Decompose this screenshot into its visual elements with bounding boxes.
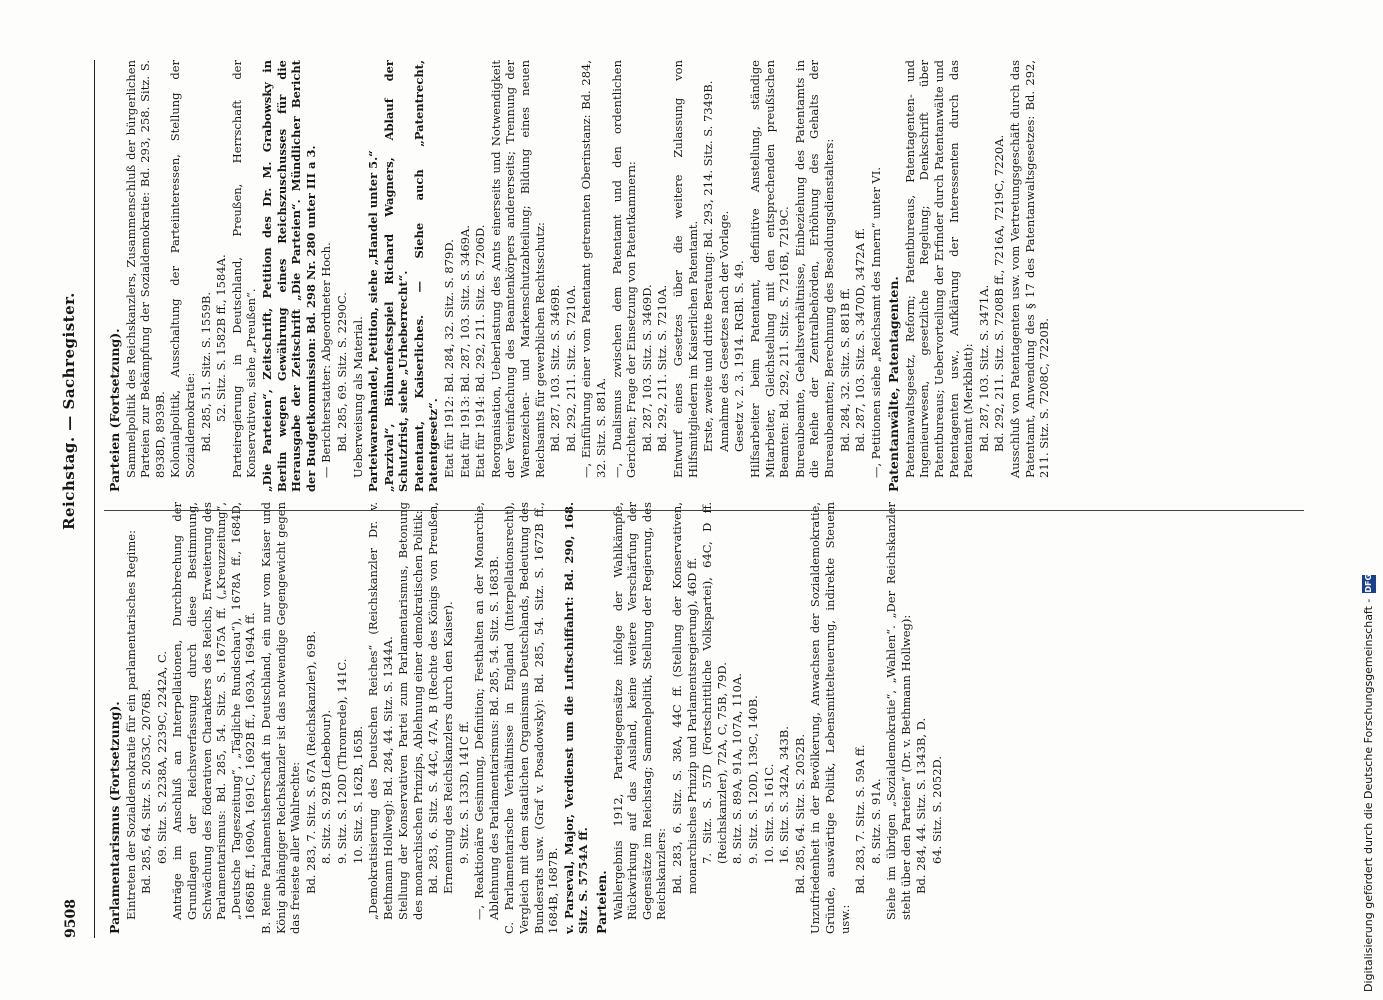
index-entry: v. Parseval, Major, Verdienst um die Luftschiffahrt: Bd. 290, 168. Sitz. S. 5754A ff. [561,502,591,934]
index-entry: B. Reine Parlamentsherrschaft in Deutschland, ein nur vom Kaiser und König abhängiger Reichskanzler ist das notwendige Gegengewicht gegen das freieste aller Wahlrechte: [258,502,303,934]
index-entry: 10. Sitz. S. 161C. [761,763,776,864]
index-entry: —, Petitionen siehe „Reichsamt des Innern“ unter VI. [868,167,883,478]
index-entry: Parteiregierung in Deutschland, Preußen, Herrschaft der Konservativen, siehe „Preußen“. [229,60,259,478]
index-entry: Bureaubeamte, Gehaltsverhältnisse, Einbeziehung des Patentamts in die Reihe der Zentralbehörden, Erhöhung des Gehalts der Bureaubeamten; Berechnung des Besoldungsdienstalters: [792,60,836,478]
section-heading: Parteien. [594,870,609,934]
index-entry: Etat für 1913: Bd. 287, 103. Sitz. S. 3469A. [457,225,472,478]
index-entry: Bd. 283, 6. Sitz. S. 38A, 44C ff. (Stellung der Konservativen, monarchisches Prinzip und Parlamentsregierung), 46D ff. [669,502,699,894]
left-column [104,502,1304,934]
index-entry: Etat für 1912: Bd. 284, 32. Sitz. S. 879D. [442,239,457,478]
index-entry: Entwurf eines Gesetzes über die weitere Zulassung von Hilfsmitgliedern im Kaiserlichen Patentamt. [670,60,700,478]
index-entry: Reorganisation, Ueberlastung des Amts einerseits und Notwendigkeit der Vereinfachung des Beamtenkörpers andererseits; Trennung der Warenzeichen- und Markenschutzabteilung; Bildung eines neuen Reichsamts für gewerblichen Rechtsschutz: [488,60,547,478]
index-entry: Bd. 284, 44. Sitz. S. 1343B, D. [914,717,929,894]
index-entry: Patentamt, Kaiserliches. — Siehe auch „Patentrecht, Patentgesetz“. [411,60,441,492]
index-entry: — Berichterstatter: Abgeordneter Hoch. [319,242,334,478]
index-entry: Bd. 287, 103. Sitz. S. 3471A. [976,284,991,452]
dfg-logo: DFG [1362,575,1376,593]
index-entry: Bd. 283, 6. Sitz. S. 44C, 47A, B (Rechte des Königs von Preußen, Ernennung des Reichskanzlers durch den Kaiser). [426,502,456,894]
index-entry: Bd. 284, 32. Sitz. S. 881B ff. [837,287,852,452]
index-entry: Sammelpolitik des Reichskanzlers, Zusammenschluß der bürgerlichen Parteien zur Bekämpfung der Sozialdemokratie: Bd. 293, 258. Sitz. S. 8938D, 8939B. [123,60,167,478]
right-column [104,60,1304,492]
index-entry: Bd. 287, 103. Sitz. S. 3470D, 3472A ff. [853,227,868,452]
index-entry: Stellung der Konservativen Partei zum Parlamentarismus, Betonung des monarchischen Prinzips, Ablehnung einer demokratischen Politik: [396,502,425,920]
index-entry: —, Reaktionäre Gesinnung, Definition; Festhalten an der Monarchie, Ablehnung des Parlamentarismus: Bd. 285, 54. Sitz. S. 1683B. [472,502,501,920]
index-entry: Ausschluß von Patentagenten usw. vom Vertretungsgeschäft durch das Patentamt, Anwendung des § 17 des Patentanwaltsgesetzes: Bd. 292, 211. Sitz. S. 7208C, 7220B. [1008,60,1052,478]
index-entry: 69. Sitz. S. 2238A, 2239C, 2242A, C. [154,650,169,864]
index-entry: 8. Sitz. S. 91A. [868,778,883,864]
running-title: Reichstag. — Sachregister. [60,292,78,530]
index-entry: Bd. 283, 7. Sitz. S. 59A ff. [853,744,868,894]
index-entry: 9. Sitz. S. 120D (Thronrede), 141C. [334,658,349,864]
index-entry: 16. Sitz. S. 342A, 343B. [777,726,792,864]
index-entry: —, Einführung einer vom Patentamt getrennten Oberinstanz: Bd. 284, 32. Sitz. S. 881A. [579,60,608,478]
index-entry: 52. Sitz. S. 1582B ff., 1584A. [214,254,229,422]
index-entry: Bd. 285, 51. Sitz. S. 1559B. [198,291,213,452]
index-entry: Bd. 292, 211. Sitz. S. 7210A. [563,284,578,452]
index-entry: —, Dualismus zwischen dem Patentamt und den ordentlichen Gerichten; Frage der Einsetzung von Patentkammern: [609,60,639,478]
index-entry: Bd. 285, 64. Sitz. S. 2052B. [792,733,807,894]
index-entry: Parteiwarenhandel, Petition, siehe „Handel unter 5.“ [366,150,381,492]
page-number: 9508 [63,899,79,938]
index-entry: Bd. 285, 69. Sitz. S. 2290C. [334,292,349,452]
section-heading: Parteien (Fortsetzung). [107,328,122,492]
index-entry: Bd. 287, 103. Sitz. S. 3469B. [548,284,563,452]
section-heading: Patentanwälte, Patentagenten. [886,276,902,492]
index-entry: „Demokratisierung des Deutschen Reiches“ (Reichskanzler Dr. v. Bethmann Hollweg): Bd. 284, 44. Sitz. S. 1344A. [366,502,395,920]
index-entry: Ueberweisung als Material. [350,316,365,478]
index-entry: Bd. 292, 211. Sitz. S. 7208B ff., 7216A, 7219C, 7220A. [992,134,1007,452]
index-entry: „Die Parteien“, Zeitschrift, Petition des Dr. M. Grabowsky in Berlin wegen Gewährung eines Reichszuschusses für die Herausgabe der Zeitschrift „Die Parteien“. Mündlicher Bericht der Budgetkommission: Bd. 298 Nr. 280 unter III a 3. [259,60,318,492]
index-entry: Siehe im übrigen „Sozialdemokratie“, „Wahlen“. „Der Reichskanzler steht über den Parteien“ (Dr. v. Bethmann Hollweg): [884,502,913,920]
index-entry: Unzufriedenheit in der Bevölkerung, Anwachsen der Sozialdemokratie, Gründe, auswärtige Politik, Lebensmittelteuerung, indirekte Steuern usw.: [808,502,852,934]
digitization-footer [1358,0,1380,1000]
digitization-note: Digitalisierung gefördert durch die Deutsche Forschungsgemeinschaft - [1362,598,1375,992]
index-entry: Bd. 285, 64. Sitz. S. 2053C, 2076B. [139,689,154,894]
index-entry: Erste, zweite und dritte Beratung: Bd. 293, 214. Sitz. S. 7349B. [701,80,716,452]
index-entry: Annahme des Gesetzes nach der Vorlage. [716,210,731,452]
index-entry: Wahlergebnis 1912, Parteigegensätze infolge der Wahlkämpfe, Rückwirkung auf das Ausland, keine weitere Verschärfung der Gegensätze im Reichstag; Sammelpolitik, Stellung der Regierung, des Reichskanzlers: [610,502,669,920]
index-entry: Bd. 287, 103. Sitz. S. 3469D. [639,284,654,452]
index-entry: 8. Sitz. S. 89A, 91A, 107A, 110A. [730,673,745,864]
index-entry: Bd. 292, 211. Sitz. S. 7210A. [655,284,670,452]
index-entry: Kolonialpolitik, Ausschaltung der Parteiinteressen, Stellung der Sozialdemokratie: [168,60,197,478]
index-entry: Bd. 283, 7. Sitz. S. 67A (Reichskanzler), 69B. [303,630,318,894]
index-entry: 9. Sitz. S. 120D, 139C, 140B. [745,695,760,864]
header-rule [94,60,95,938]
index-entry: 9. Sitz. S. 133D, 141C ff. [456,721,471,864]
index-entry: Eintreten der Sozialdemokratie für ein parlamentarisches Regime: [123,530,138,920]
index-entry: 64. Sitz. S. 2052D. [930,755,945,864]
index-entry: Etat für 1914: Bd. 292, 211. Sitz. S. 7206D. [473,224,488,478]
index-entry: Patentanwaltsgesetz, Reform; Patentbureaus, Patentagenten- und Ingenieurwesen, gesetzliche Regelung; Denkschrift über Patentbureaus; Uebervorteilung der Erfinder durch Patentanwälte und Patentagenten usw., Aufklärung der Interessenten durch das Patentamt (Merkblatt): [902,60,976,478]
index-entry: C. Parlamentarische Verhältnisse in England (Interpellationsrecht), Vergleich mit dem staatlichen Organismus Deutschlands, Bedeutung des Bundesrats usw. (Graf v. Posadowsky): Bd. 285, 54. Sitz. S. 1672B ff., 1684B, 1687B. [502,502,561,934]
index-entry: „Parzival“, Bühnenfestspiel Richard Wagners, Ablauf der Schutzfrist, siehe „Urheberrecht“. [381,60,411,492]
index-entry: 8. Sitz. S. 92B (Lebebour). [319,709,334,864]
index-entry: Gesetz v. 2. 3. 1914. RGBl. S. 49. [732,260,747,452]
column-divider [104,510,1304,511]
index-entry: 10. Sitz. S. 162B, 165B. [350,725,365,864]
index-entry: 7. Sitz. S. 57D (Fortschrittliche Volkspartei), 64C, D ff. (Reichskanzler), 72A, C, 75B, 79D. [700,502,729,864]
index-entry: Anträge im Anschluß an Interpellationen, Durchbrechung der Grundlagen der Reichsverfassung durch diese Bestimmung, Schwächung des föderativen Charakters des Reichs, Erweiterung des Parlamentarismus: Bd. 285, 54. Sitz. S. 1675A ff. („Kreuzzeitung“, „Deutsche Tageszeitung“, „Tägliche Rundschau“), 1678A ff., 1684D, 1686B ff., 1690A, 1691C, 1692B ff., 1693A, 1694A ff. [170,502,258,920]
index-entry: Hilfsarbeiter beim Patentamt, definitive Anstellung, ständige Mitarbeiter, Gleichstellung mit den entsprechenden preußischen Beamten: Bd. 292, 211. Sitz. S. 7216B, 7219C. [747,60,792,478]
section-heading: Parlamentarismus (Fortsetzung). [107,701,122,934]
